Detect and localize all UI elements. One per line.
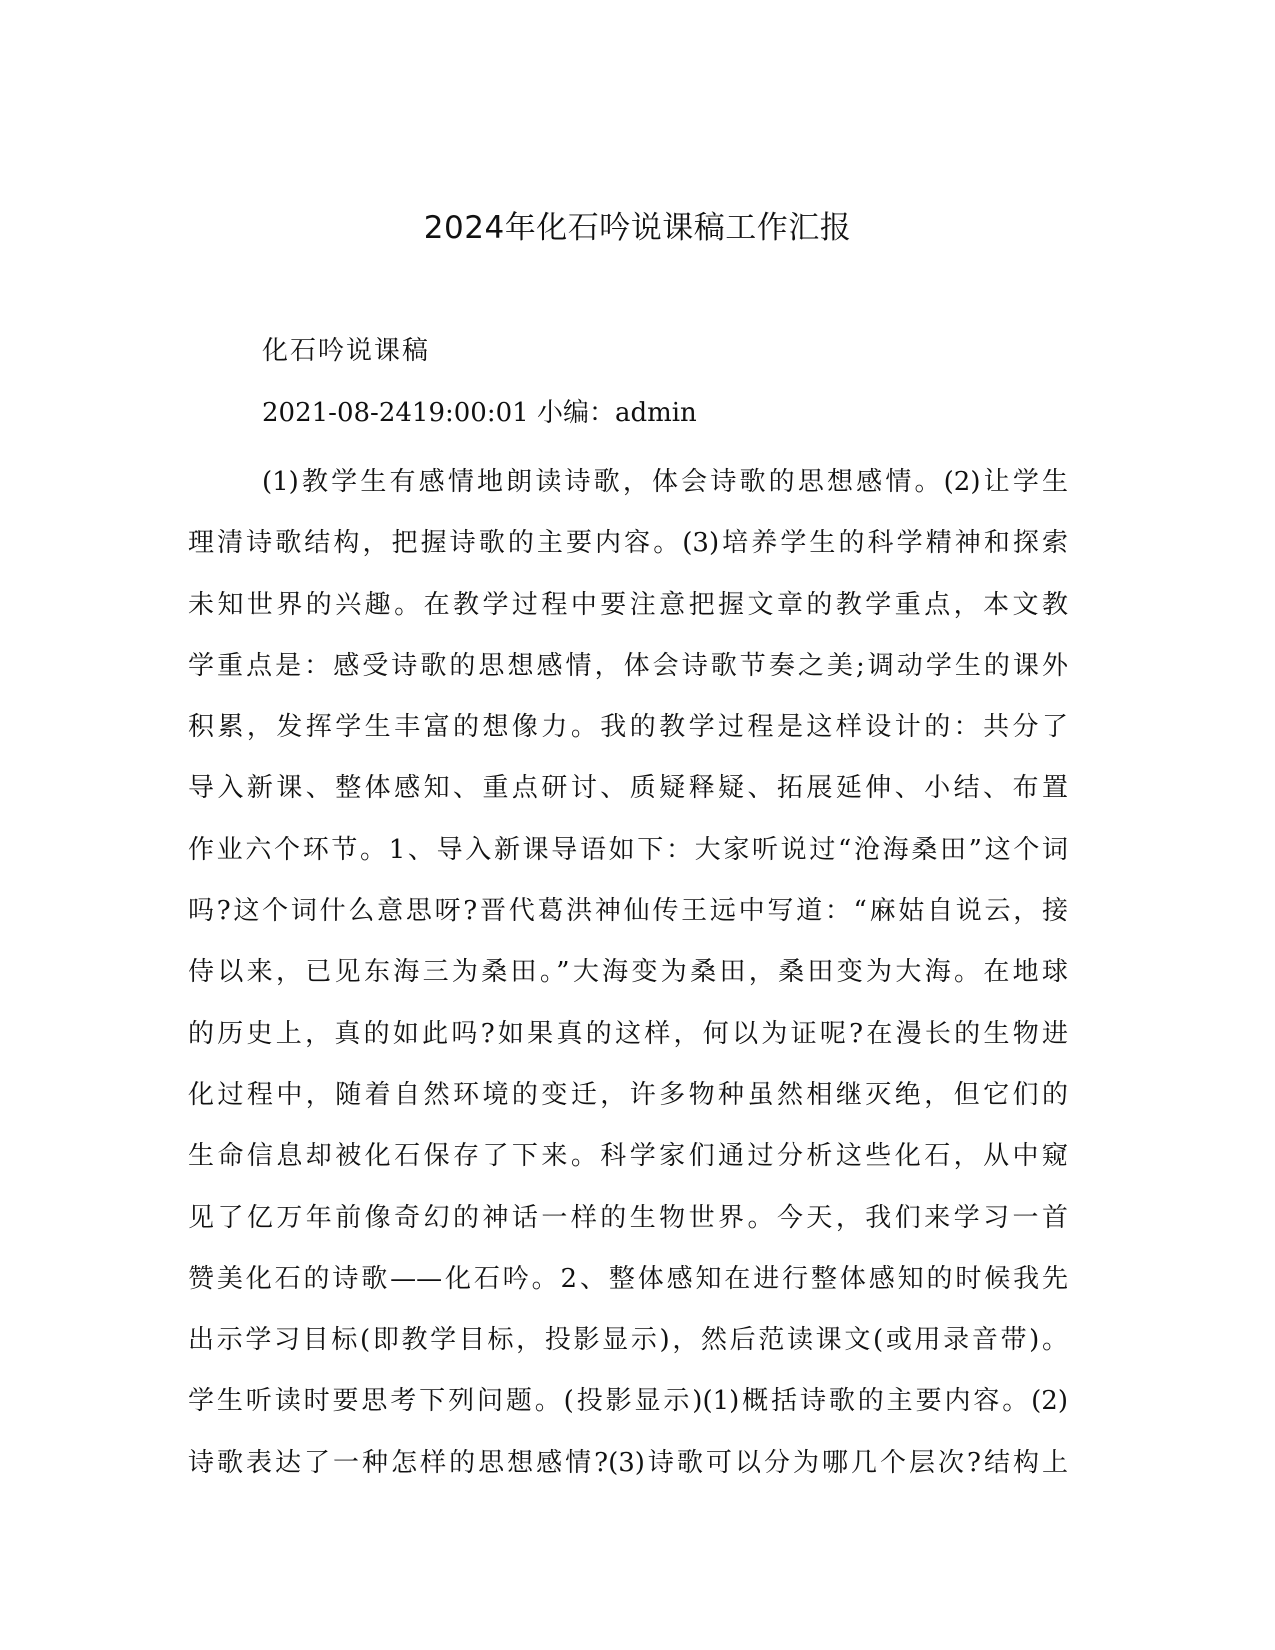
body-line: 见了亿万年前像奇幻的神话一样的生物世界。今天，我们来学习一首 [188,1202,1068,1233]
body-line: 侍以来，已见东海三为桑田。”大海变为桑田，桑田变为大海。在地球 [188,957,1068,988]
body-line: 作业六个环节。1、导入新课导语如下：大家听说过“沧海桑田”这个词 [188,834,1068,865]
document-subtitle: 化石吟说课稿 [262,336,431,366]
body-line: 赞美化石的诗歌——化石吟。2、整体感知在进行整体感知的时候我先 [188,1263,1068,1294]
document-body [188,452,1068,1494]
body-line: 生命信息却被化石保存了下来。科学家们通过分析这些化石，从中窥 [188,1141,1068,1172]
body-line: 诗歌表达了一种怎样的思想感情?(3)诗歌可以分为哪几个层次?结构上 [188,1447,1068,1478]
body-line: 未知世界的兴趣。在教学过程中要注意把握文章的教学重点，本文教 [188,589,1068,620]
body-line: 学重点是：感受诗歌的思想感情，体会诗歌节奏之美;调动学生的课外 [188,650,1068,681]
body-line: 导入新课、整体感知、重点研讨、质疑释疑、拓展延伸、小结、布置 [188,773,1068,804]
body-line: 出示学习目标(即教学目标，投影显示)，然后范读课文(或用录音带)。 [188,1325,1068,1356]
body-line: 吗?这个词什么意思呀?晋代葛洪神仙传王远中写道：“麻姑自说云，接 [188,896,1068,927]
body-line: 的历史上，真的如此吗?如果真的这样，何以为证呢?在漫长的生物进 [188,1018,1068,1049]
body-line: 化过程中，随着自然环境的变迁，许多物种虽然相继灭绝，但它们的 [188,1079,1068,1110]
body-line: 理清诗歌结构，把握诗歌的主要内容。(3)培养学生的科学精神和探索 [188,528,1068,559]
body-line: 积累，发挥学生丰富的想像力。我的教学过程是这样设计的：共分了 [188,712,1068,743]
document-meta: 2021-08-2419:00:01 小编：admin [262,398,697,428]
body-line: 学生听读时要思考下列问题。(投影显示)(1)概括诗歌的主要内容。(2) [188,1386,1068,1417]
document-title: 2024年化石吟说课稿工作汇报 [423,210,852,246]
body-line: (1)教学生有感情地朗读诗歌，体会诗歌的思想感情。(2)让学生 [262,467,1068,497]
